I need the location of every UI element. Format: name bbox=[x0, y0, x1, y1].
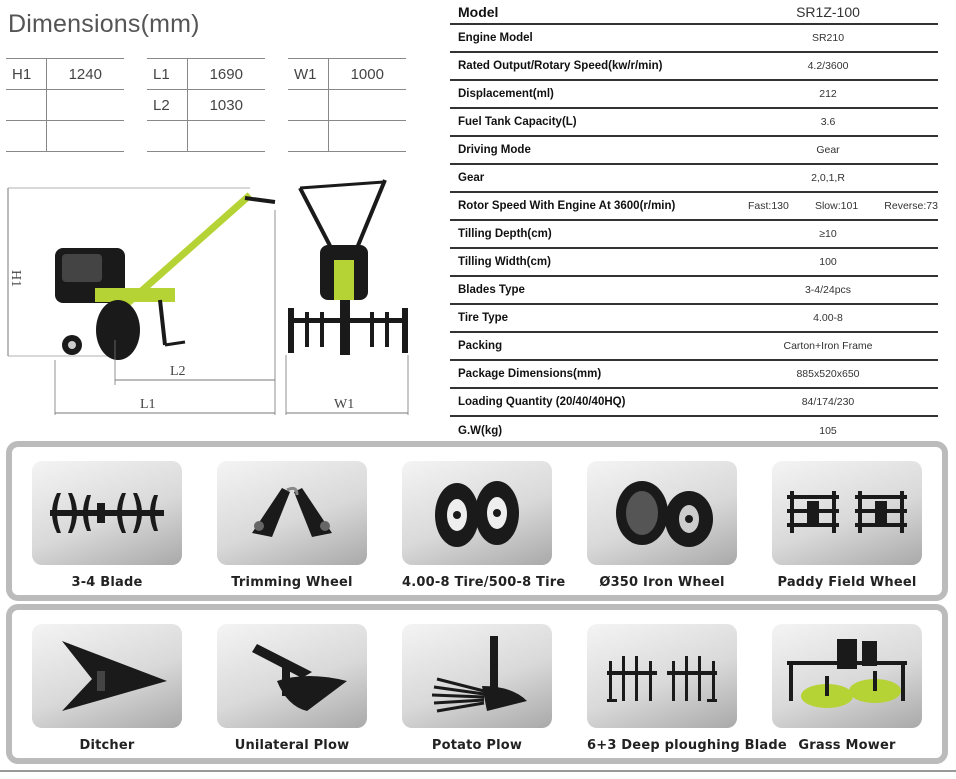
accessory-deep-plough-blade bbox=[587, 624, 787, 753]
spec-value: Carton+Iron Frame bbox=[718, 332, 938, 360]
accessory-paddy-wheel bbox=[772, 461, 922, 590]
spec-label: Tilling Width(cm) bbox=[450, 248, 718, 276]
dimension-table-height bbox=[6, 58, 124, 152]
dim-value bbox=[328, 90, 406, 121]
table-row bbox=[147, 121, 265, 152]
dim-key bbox=[288, 90, 328, 121]
dim-value bbox=[187, 121, 265, 152]
table-row bbox=[6, 59, 124, 90]
spec-label: Rotor Speed With Engine At 3600(r/min) bbox=[450, 192, 718, 220]
grass-mower-icon bbox=[772, 624, 922, 728]
dim-value bbox=[46, 121, 124, 152]
dim-value: 1240 bbox=[46, 59, 124, 90]
table-row bbox=[450, 80, 938, 108]
tire-icon bbox=[402, 461, 552, 565]
tiller-front-view-icon bbox=[288, 180, 408, 355]
dim-value: 1030 bbox=[187, 90, 265, 121]
table-row bbox=[6, 90, 124, 121]
dimensions-title: Dimensions(mm) bbox=[8, 10, 200, 38]
unilateral-plow-icon bbox=[217, 624, 367, 728]
spec-value: 105 bbox=[819, 424, 837, 437]
table-row bbox=[450, 52, 938, 80]
dim-key: L2 bbox=[147, 90, 187, 121]
iron-wheel-icon bbox=[587, 461, 737, 565]
dim-key bbox=[6, 90, 46, 121]
spec-label: Engine Model bbox=[450, 24, 718, 52]
spec-value: 2,0,1,R bbox=[718, 164, 938, 192]
potato-plow-icon bbox=[402, 624, 552, 728]
spec-header-value: SR1Z-100 bbox=[718, 0, 938, 24]
table-row bbox=[288, 90, 406, 121]
spec-label: Blades Type bbox=[450, 276, 718, 304]
spec-value: 3-4/24pcs bbox=[718, 276, 938, 304]
table-row bbox=[288, 59, 406, 90]
accessory-label: 3-4 Blade bbox=[71, 575, 143, 590]
spec-value: 84/174/230 bbox=[718, 388, 938, 416]
spec-label: Tilling Depth(cm) bbox=[450, 220, 718, 248]
trimming-wheel-icon bbox=[217, 461, 367, 565]
dim-key: W1 bbox=[288, 59, 328, 90]
spec-value: 885x520x650 bbox=[718, 360, 938, 388]
table-row bbox=[6, 121, 124, 152]
table-row bbox=[450, 164, 938, 192]
accessories-panel-1 bbox=[6, 441, 948, 601]
dim-key: H1 bbox=[6, 59, 46, 90]
table-row bbox=[450, 276, 938, 304]
accessory-tire bbox=[402, 461, 566, 590]
spec-label: Driving Mode bbox=[450, 136, 718, 164]
table-row bbox=[450, 388, 938, 416]
table-row bbox=[450, 24, 938, 52]
dim-key bbox=[6, 121, 46, 152]
rotor-fast: Fast:130 bbox=[748, 200, 789, 212]
accessory-label: Paddy Field Wheel bbox=[777, 575, 917, 590]
tiller-dimension-diagram bbox=[0, 170, 430, 425]
ditcher-icon bbox=[32, 624, 182, 728]
label-w1: W1 bbox=[334, 397, 355, 412]
paddy-field-wheel-icon bbox=[772, 461, 922, 565]
spec-value: 4.00-8 bbox=[718, 304, 938, 332]
table-row bbox=[147, 59, 265, 90]
spec-table bbox=[450, 0, 938, 444]
dim-key bbox=[147, 121, 187, 152]
table-row bbox=[450, 220, 938, 248]
label-h1: H1 bbox=[8, 270, 23, 288]
accessory-label: Potato Plow bbox=[431, 738, 523, 753]
table-row bbox=[450, 416, 938, 444]
deep-ploughing-blade-icon bbox=[587, 624, 737, 728]
blade-icon bbox=[32, 461, 182, 565]
dim-key bbox=[288, 121, 328, 152]
spec-value: 100 bbox=[718, 248, 938, 276]
accessory-potato-plow bbox=[402, 624, 552, 753]
spec-value-rotor-speed bbox=[718, 192, 938, 220]
accessory-label: Ø350 Iron Wheel bbox=[599, 575, 725, 590]
table-row bbox=[450, 248, 938, 276]
dimension-table-length bbox=[147, 58, 265, 152]
accessory-ditcher bbox=[32, 624, 182, 753]
table-row bbox=[288, 121, 406, 152]
accessory-label: Grass Mower bbox=[798, 738, 896, 753]
accessory-blade bbox=[32, 461, 182, 590]
table-row bbox=[450, 360, 938, 388]
spec-label: Fuel Tank Capacity(L) bbox=[450, 108, 718, 136]
spec-label: Packing bbox=[450, 332, 718, 360]
spec-value: ≥10 bbox=[718, 220, 938, 248]
accessory-label: Trimming Wheel bbox=[231, 575, 353, 590]
rotor-slow: Slow:101 bbox=[814, 200, 859, 212]
spec-header-row bbox=[450, 0, 938, 24]
accessory-iron-wheel bbox=[587, 461, 737, 590]
tiller-side-view-icon bbox=[55, 195, 275, 360]
spec-label: G.W(kg) bbox=[458, 424, 503, 437]
accessory-label: Unilateral Plow bbox=[234, 738, 350, 753]
dim-value: 1690 bbox=[187, 59, 265, 90]
spec-value: Gear bbox=[718, 136, 938, 164]
accessory-trimming-wheel bbox=[217, 461, 367, 590]
spec-label: Displacement(ml) bbox=[450, 80, 718, 108]
dim-value: 1000 bbox=[328, 59, 406, 90]
dim-value bbox=[328, 121, 406, 152]
table-row bbox=[450, 108, 938, 136]
label-l2: L2 bbox=[170, 364, 186, 379]
accessory-unilateral-plow bbox=[217, 624, 367, 753]
label-l1: L1 bbox=[140, 397, 156, 412]
accessory-label: Ditcher bbox=[79, 738, 135, 753]
dim-key: L1 bbox=[147, 59, 187, 90]
accessory-grass-mower bbox=[772, 624, 922, 753]
spec-label: Gear bbox=[450, 164, 718, 192]
spec-label: Package Dimensions(mm) bbox=[450, 360, 718, 388]
spec-value: 212 bbox=[718, 80, 938, 108]
spec-label: Tire Type bbox=[450, 304, 718, 332]
table-row bbox=[147, 90, 265, 121]
rotor-reverse: Reverse:73 bbox=[884, 200, 938, 212]
spec-header-label: Model bbox=[450, 0, 718, 24]
spec-label: Loading Quantity (20/40/40HQ) bbox=[450, 388, 718, 416]
dim-value bbox=[46, 90, 124, 121]
spec-label: Rated Output/Rotary Speed(kw/r/min) bbox=[450, 52, 718, 80]
table-row bbox=[450, 332, 938, 360]
table-row bbox=[450, 136, 938, 164]
spec-value: SR210 bbox=[718, 24, 938, 52]
accessory-label: 4.00-8 Tire/500-8 Tire bbox=[402, 575, 566, 590]
table-row bbox=[450, 192, 938, 220]
bottom-divider bbox=[0, 770, 956, 772]
accessory-label: 6+3 Deep ploughing Blade bbox=[587, 738, 787, 753]
dimension-table-width bbox=[288, 58, 406, 152]
spec-value: 4.2/3600 bbox=[718, 52, 938, 80]
table-row bbox=[450, 304, 938, 332]
accessories-panel-2 bbox=[6, 604, 948, 764]
spec-value: 3.6 bbox=[718, 108, 938, 136]
